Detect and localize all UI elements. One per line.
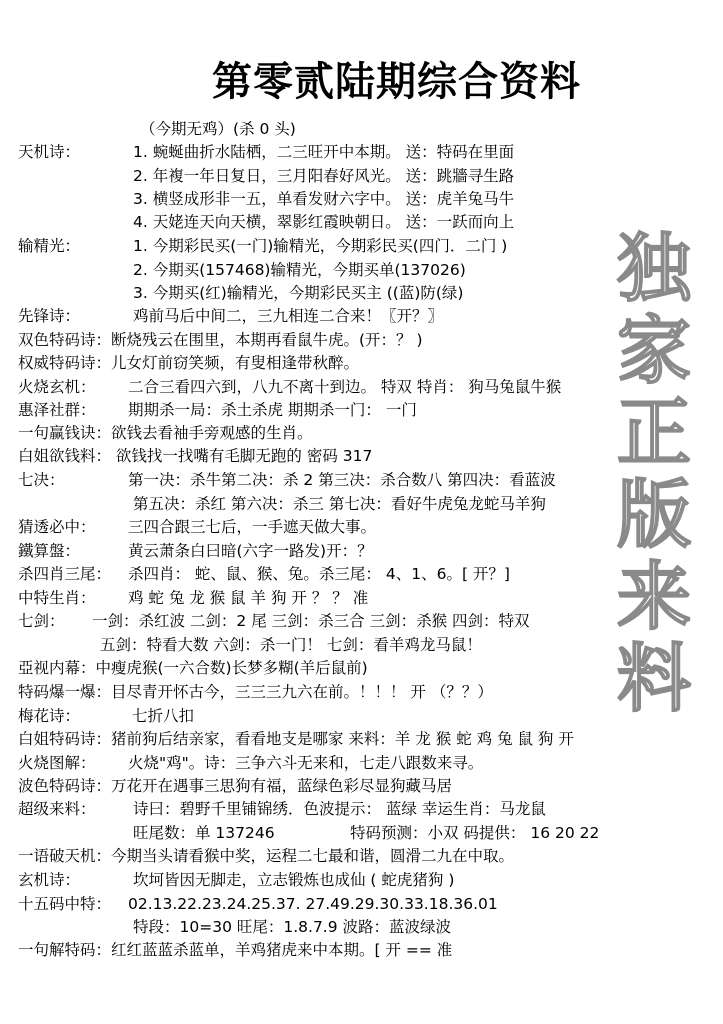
watermark-char: 来 [617,554,691,640]
watermark-char: 家 [617,308,691,394]
yiyu-line: 一语破天机：今期当头请看猴中奖，运程二七最和谐，圆滑二九在中取。 [18,847,515,865]
yashi-line: 亞视内幕：中瘦虎猴(一六合数)长梦多糊(羊后鼠前) [18,659,368,677]
huize-line: 期期杀一局：杀土杀虎 期期杀一门： 一门 [128,401,417,419]
issue-note: （今期无鸡）(杀 0 头) [140,120,296,138]
shujingguang-line-1: 1. 今期彩民买(一门)输精光，今期彩民买(四门．二门 ) [133,237,508,255]
huoshao-tujie-line: 火烧"鸡"。诗：三争六斗无来和，七走八跟数来寻。 [128,754,484,772]
tianji-line-4: 4. 天姥连天向天横，翠影红霞映朝日。 送：一跃而向上 [133,213,515,231]
section-label-zhongte: 中特生肖： [18,589,96,607]
yingqianjue-line: 一句赢钱诀：欲钱去看袖手旁观感的生肖。 [18,424,313,442]
bose-line: 波色特码诗：万花开在遇事三思狗有福，蓝绿色彩尽显狗藏马居 [18,777,453,795]
section-label-tianji: 天机诗： [18,143,81,161]
page-title: 第零贰陆期综合资料 [212,59,581,105]
section-label-shujingguang: 输精光： [18,237,81,255]
tema-yuce-value: 特码预测：小双 码提供： 16 20 22 [350,824,600,842]
tiesuanpan-line: 黄云萧条白曰暗(六字一路发)开：？ [128,542,373,560]
shasixiao-line: 杀四肖： 蛇、鼠、猴、兔。杀三尾： 4、1、6。[ 开？] [128,565,510,583]
tebao-line: 特码爆一爆：目尽青开怀古今，三三三九六在前。！！！ 开 （？？） [18,683,493,701]
qijue-line-2: 第五决：杀红 第六决：杀三 第七决：看好牛虎兔龙蛇马羊狗 [133,495,546,513]
section-label-xianfeng: 先锋诗： [18,307,81,325]
section-label-huize: 惠泽社群： [18,401,96,419]
section-label-shasixiao: 杀四肖三尾： [18,565,112,583]
section-label-caitou: 猜透必中： [18,518,96,536]
watermark-char: 正 [617,390,691,476]
baijie-tema-line: 白姐特码诗：猪前狗后结亲家，看看地支是哪家 来料：羊 龙 猴 蛇 鸡 兔 鼠 狗 开 [18,730,574,748]
section-label-qijue: 七决： [18,471,65,489]
huoshao-line: 二合三看四六到，八九不离十到边。 特双 特肖： 狗马兔鼠牛猴 [128,378,562,396]
section-label-meihua: 梅花诗： [18,707,81,725]
baijie-yuqian-line: 白姐欲钱料： 欲钱找一找嘴有毛脚无跑的 密码 317 [18,447,373,465]
section-label-xuanji: 玄机诗： [18,871,81,889]
shujingguang-line-2: 2. 今期买(157468)输精光，今期买单(137026) [133,261,466,279]
tianji-line-3: 3. 横竖成形非一五，单看发财六字中。 送：虎羊兔马牛 [133,190,515,208]
watermark-char: 独 [617,226,691,312]
qijian-line-1: 一剑：杀红波 二剑：2 尾 三剑：杀三合 三剑：杀猴 四剑：特双 [92,612,530,630]
watermark-char: 版 [617,472,691,558]
shiwuma-numbers: 02.13.22.23.24.25.37. 27.49.29.30.33.18.36.01 [128,895,498,913]
qijian-line-2: 五剑：特看大数 六剑：杀一门！ 七剑：看羊鸡龙马鼠！ [100,636,482,654]
shujingguang-line-3: 3. 今期买(红)输精光，今期彩民买主 ((蓝)防(绿) [133,284,464,302]
chaoji-line: 诗曰：碧野千里铺锦绣．色波提示： 蓝绿 幸运生肖：马龙鼠 [133,800,546,818]
wangweishu-value: 旺尾数：单 137246 [133,824,275,842]
yiju-jie-line: 一句解特码：红红蓝蓝杀蓝单，羊鸡猪虎来中本期。[ 开 == 准 [18,941,453,959]
section-label-qijian: 七剑： [18,612,65,630]
section-label-chaoji: 超级来料： [18,800,96,818]
xianfeng-line: 鸡前马后中间二，三九相连二合来！〖开？〗 [133,307,444,325]
shuangse-line: 双色特码诗：断烧残云在围里，本期再看鼠牛虎。(开：？ ) [18,331,423,349]
section-label-huoshao-tujie: 火烧图解： [18,754,96,772]
section-label-huoshao: 火烧玄机： [18,378,96,396]
teduan-line: 特段：10=30 旺尾：1.8.7.9 波路：蓝波绿波 [133,918,452,936]
watermark-char: 料 [617,636,691,722]
zhongte-line: 鸡 蛇 兔 龙 猴 鼠 羊 狗 开 ？ ？ 准 [128,589,369,607]
tianji-line-2: 2. 年複一年日复日，三月阳春好风光。 送：跳牆寻生路 [133,167,515,185]
watermark-stamp [608,228,700,720]
qijue-line-1: 第一决：杀牛第二决：杀 2 第三决：杀合数八 第四决：看蓝波 [128,471,556,489]
quanwei-line: 权威特码诗：儿女灯前窃笑频，有叟相逢带秋醉。 [18,354,360,372]
tianji-line-1: 1. 蜿蜒曲折水陆栖，二三旺开中本期。 送：特码在里面 [133,143,515,161]
section-label-shiwuma: 十五码中特： [18,895,112,913]
section-label-tiesuanpan: 鐵算盤： [18,542,81,560]
caitou-line: 三四合跟三七后，一手遮天做大事。 [128,518,377,536]
meihua-line: 七折八扣 [132,707,195,725]
xuanji-line: 坎坷皆因无脚走，立志锻炼也成仙 ( 蛇虎猪狗 ) [133,871,455,889]
